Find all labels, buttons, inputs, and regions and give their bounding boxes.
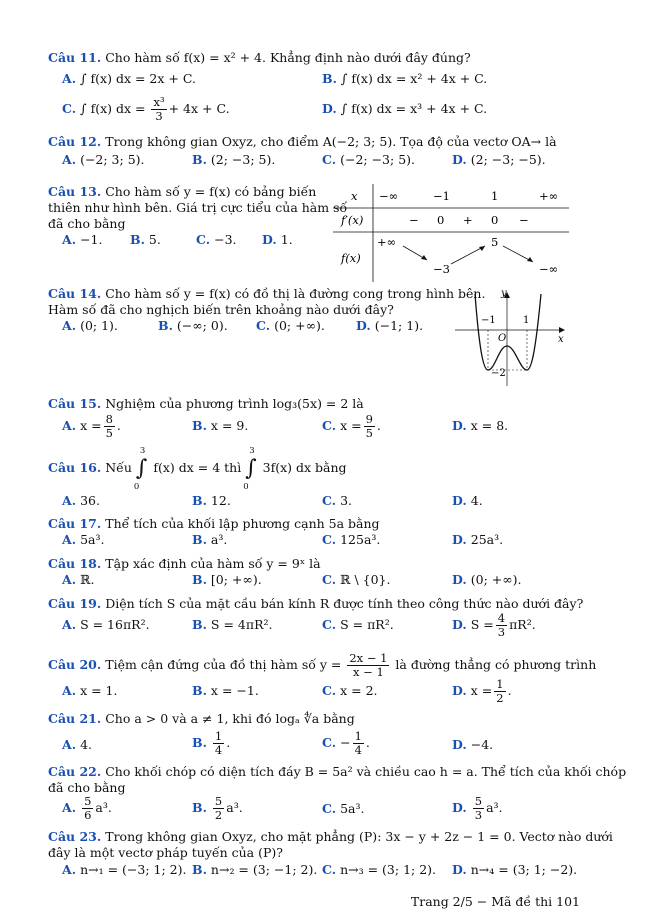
- option-text: a³.: [226, 800, 243, 815]
- option-label: D.: [356, 318, 371, 333]
- option-text: πR².: [509, 617, 536, 632]
- option-label: A.: [62, 862, 77, 877]
- option-b[interactable]: [192, 532, 227, 548]
- option-a[interactable]: [62, 572, 94, 588]
- x-tick-label: −1: [481, 315, 496, 326]
- option-text: ∫ f(x) dx = x² + 4x + C.: [340, 71, 488, 86]
- option-a[interactable]: [62, 683, 117, 699]
- x-axis-arrow: [559, 327, 565, 333]
- option-text: x = 9.: [210, 418, 249, 433]
- fp-sign: 0: [491, 213, 499, 227]
- option-text: x =: [470, 683, 493, 698]
- variation-table: [333, 184, 573, 284]
- question-number: Câu 14.: [48, 286, 102, 301]
- y-tick-label: −2: [491, 368, 506, 379]
- option-label: C.: [322, 801, 337, 816]
- option-label: D.: [452, 617, 467, 632]
- option-label: D.: [452, 683, 467, 698]
- option-text: −4.: [470, 737, 494, 752]
- option-label: A.: [62, 318, 77, 333]
- x-value: +∞: [539, 189, 559, 203]
- question-number: Câu 20.: [48, 657, 102, 672]
- numerator: 4: [497, 611, 506, 625]
- denominator: 3: [497, 625, 506, 639]
- fraction: [473, 795, 484, 822]
- numerator: 2x − 1: [349, 651, 388, 665]
- numerator: 8: [105, 412, 113, 426]
- question-text-line: đã cho bằng: [48, 780, 126, 795]
- fraction: [213, 730, 224, 757]
- question-number: Câu 11.: [48, 50, 102, 65]
- fraction: [213, 795, 224, 822]
- option-text: 1.: [280, 232, 293, 247]
- option-label: A.: [62, 737, 77, 752]
- option-text: ∫ f(x) dx = 2x + C.: [80, 71, 196, 86]
- question-text: Diện tích S của mặt cầu bán kính R được tính theo công thức nào dưới đây?: [105, 596, 584, 611]
- option-c[interactable]: [256, 318, 325, 334]
- option-text: 25a³.: [470, 532, 504, 547]
- question-number: Câu 15.: [48, 396, 102, 411]
- option-label: D.: [452, 418, 467, 433]
- option-label: C.: [62, 101, 77, 116]
- lower-limit: 0: [243, 481, 249, 492]
- fp-sign: 0: [437, 213, 445, 227]
- option-label: B.: [192, 572, 207, 587]
- option-text: .: [507, 683, 512, 698]
- option-d[interactable]: [452, 532, 503, 548]
- question-number: Câu 19.: [48, 596, 102, 611]
- option-c[interactable]: [322, 413, 381, 440]
- option-b[interactable]: [192, 862, 317, 878]
- option-label: B.: [192, 862, 207, 877]
- option-label: D.: [452, 152, 467, 167]
- option-a[interactable]: [62, 413, 121, 440]
- question-text: Cho a > 0 và a ≠ 1, khi đó logₐ ∜a bằng: [105, 711, 355, 726]
- option-text: −: [340, 735, 351, 750]
- page-footer: Trang 2/5 − Mã đề thi 101: [410, 894, 580, 909]
- option-label: D.: [452, 493, 467, 508]
- numerator: x³: [153, 95, 165, 109]
- option-label: A.: [62, 572, 77, 587]
- f-value: 5: [491, 235, 499, 249]
- question-text: Cho khối chóp có diện tích đáy B = 5a² và chiều cao h = a. Thể tích của khối chóp: [105, 764, 627, 779]
- option-text: x =: [340, 418, 362, 433]
- option-text: 5a³.: [340, 801, 365, 816]
- question-number: Câu 17.: [48, 516, 102, 531]
- option-text: + 4x + C.: [168, 101, 230, 116]
- option-text: (0; 1).: [80, 318, 118, 333]
- function-graph: [455, 286, 570, 388]
- option-d[interactable]: [452, 862, 577, 878]
- option-c[interactable]: [322, 572, 390, 588]
- option-text: x = 1.: [80, 683, 118, 698]
- denominator: 3: [155, 109, 163, 123]
- option-label: C.: [256, 318, 271, 333]
- option-text: 36.: [80, 493, 100, 508]
- question-19: [48, 596, 583, 612]
- option-text: −3.: [214, 232, 237, 247]
- option-a[interactable]: [62, 737, 92, 753]
- x-axis-label: x: [558, 334, 564, 345]
- fp-sign: +: [463, 213, 473, 227]
- option-text: S =: [470, 617, 494, 632]
- option-text: .: [365, 735, 370, 750]
- option-text: 5.: [148, 232, 161, 247]
- option-c[interactable]: [322, 152, 415, 168]
- option-c[interactable]: [322, 532, 380, 548]
- option-d[interactable]: [452, 493, 483, 509]
- question-text: Tập xác định của hàm số y = 9ˣ là: [105, 556, 321, 571]
- upper-limit: 3: [139, 445, 146, 456]
- option-label: B.: [192, 683, 207, 698]
- option-b[interactable]: [192, 617, 272, 633]
- option-text: (−∞; 0).: [176, 318, 228, 333]
- numerator: 1: [496, 677, 504, 691]
- question-14: [48, 286, 485, 302]
- upper-limit: 3: [249, 445, 255, 456]
- option-label: C.: [322, 683, 337, 698]
- option-text: [0; +∞).: [210, 572, 262, 587]
- option-text: n→₁ = (−3; 1; 2).: [80, 862, 187, 877]
- denominator: 5: [105, 426, 113, 440]
- numerator: 5: [214, 794, 223, 808]
- option-label: A.: [62, 71, 77, 86]
- option-text: S = 16πR².: [80, 617, 150, 632]
- option-label: C.: [322, 862, 337, 877]
- option-label: A.: [62, 418, 77, 433]
- question-text: Trong không gian Oxyz, cho điểm A(−2; 3; 5). Tọa độ của vectơ OA→ là: [105, 134, 557, 149]
- fraction: [494, 678, 505, 705]
- option-b[interactable]: [192, 795, 243, 822]
- question-number: Câu 12.: [48, 134, 102, 149]
- option-label: A.: [62, 617, 77, 632]
- integral-sign: ∫ 3 0: [243, 445, 257, 492]
- option-b[interactable]: [192, 152, 275, 168]
- option-text: (−2; 3; 5).: [80, 152, 145, 167]
- option-a[interactable]: [62, 493, 100, 509]
- numerator: 5: [84, 794, 92, 808]
- option-c[interactable]: [322, 801, 364, 817]
- question-text: f(x) dx = 4 thì: [153, 460, 242, 475]
- option-a[interactable]: [62, 862, 186, 878]
- question-18: [48, 556, 321, 572]
- option-b[interactable]: [192, 418, 248, 434]
- question-number: Câu 18.: [48, 556, 102, 571]
- fp-sign: −: [409, 213, 419, 227]
- denominator: 3: [474, 808, 483, 822]
- option-text: (0; +∞).: [470, 572, 522, 587]
- option-a[interactable]: [62, 532, 104, 548]
- option-text: (−2; −3; 5).: [340, 152, 415, 167]
- option-label: A.: [62, 683, 77, 698]
- option-c[interactable]: [322, 730, 370, 757]
- denominator: 5: [365, 426, 373, 440]
- option-label: C.: [322, 418, 337, 433]
- option-label: B.: [192, 418, 207, 433]
- option-d[interactable]: [452, 737, 493, 753]
- question-text: là đường thẳng có phương trình: [395, 657, 597, 672]
- denominator: 4: [354, 743, 362, 757]
- option-d[interactable]: [356, 318, 423, 334]
- option-text: 12.: [210, 493, 231, 508]
- fraction: [151, 96, 166, 123]
- option-text: ∫ f(x) dx = x³ + 4x + C.: [340, 101, 488, 116]
- question-17: [48, 516, 380, 532]
- option-label: C.: [322, 572, 337, 587]
- option-label: C.: [322, 152, 337, 167]
- option-d[interactable]: [452, 152, 546, 168]
- option-d[interactable]: [452, 678, 512, 705]
- question-number: Câu 21.: [48, 711, 102, 726]
- option-label: D.: [322, 101, 337, 116]
- question-12: [48, 134, 557, 150]
- option-label: C.: [322, 735, 337, 750]
- option-text: (2; −3; −5).: [470, 152, 546, 167]
- fp-sign: −: [519, 213, 529, 227]
- option-text: 5a³.: [80, 532, 105, 547]
- option-label: B.: [130, 232, 145, 247]
- question-11: [48, 50, 471, 66]
- question-text: Thể tích của khối lập phương cạnh 5a bằng: [105, 516, 380, 531]
- option-text: a³.: [210, 532, 228, 547]
- option-label: D.: [452, 800, 467, 815]
- option-label: B.: [192, 617, 207, 632]
- question-number: Câu 13.: [48, 184, 102, 199]
- option-d[interactable]: [452, 612, 536, 639]
- numerator: 9: [365, 412, 373, 426]
- option-text: x = −1.: [210, 683, 259, 698]
- option-a[interactable]: [62, 617, 150, 633]
- option-label: B.: [192, 800, 207, 815]
- lower-limit: 0: [133, 481, 140, 492]
- option-text: n→₃ = (3; 1; 2).: [340, 862, 437, 877]
- denominator: 2: [214, 808, 223, 822]
- question-text: Tiệm cận đứng của đồ thị hàm số y =: [105, 657, 342, 672]
- option-a[interactable]: [62, 318, 118, 334]
- option-text: a³.: [486, 800, 503, 815]
- option-c[interactable]: [322, 862, 436, 878]
- option-text: (2; −3; 5).: [210, 152, 276, 167]
- option-text: .: [226, 735, 231, 750]
- option-text: ℝ.: [80, 572, 95, 587]
- question-15: [48, 396, 364, 412]
- option-label: D.: [452, 572, 467, 587]
- denominator: 2: [496, 691, 504, 705]
- fraction: [496, 612, 507, 639]
- option-label: D.: [262, 232, 277, 247]
- y-axis-label: y: [501, 288, 507, 299]
- option-text: .: [116, 418, 121, 433]
- denominator: 4: [214, 743, 223, 757]
- option-label: B.: [192, 735, 207, 750]
- option-d[interactable]: [452, 572, 522, 588]
- option-d[interactable]: [262, 232, 293, 248]
- x-tick-label: 1: [523, 315, 530, 326]
- question-number: Câu 22.: [48, 764, 102, 779]
- option-label: A.: [62, 493, 77, 508]
- question-20: [48, 652, 596, 679]
- x-value: −1: [433, 189, 450, 203]
- question-text: Cho hàm số y = f(x) có đồ thị là đường cong trong hình bên.: [105, 286, 486, 301]
- origin-label: O: [498, 333, 507, 344]
- arrow-up: [451, 246, 485, 264]
- option-label: A.: [62, 232, 77, 247]
- option-text: n→₄ = (3; 1; −2).: [470, 862, 578, 877]
- numerator: 5: [474, 794, 483, 808]
- question-text-line: đây là một vectơ pháp tuyến của (P)?: [48, 845, 283, 860]
- question-text: Nếu: [105, 460, 132, 475]
- option-label: B.: [158, 318, 173, 333]
- option-b[interactable]: [192, 493, 231, 509]
- x-value: 1: [491, 189, 499, 203]
- question-21: [48, 711, 355, 727]
- option-b[interactable]: [130, 232, 161, 248]
- option-text: 4.: [80, 737, 92, 752]
- question-text: Nghiệm của phương trình log₃(5x) = 2 là: [105, 396, 364, 411]
- question-23: [48, 829, 613, 845]
- option-text: x = 8.: [470, 418, 509, 433]
- option-label: C.: [322, 532, 337, 547]
- function-curve: [475, 294, 541, 370]
- option-d[interactable]: [452, 795, 503, 822]
- question-text-line: Hàm số đã cho nghịch biến trên khoảng nào dưới đây?: [48, 302, 394, 317]
- option-text: n→₂ = (3; −1; 2).: [210, 862, 318, 877]
- option-a[interactable]: [62, 152, 145, 168]
- fp-label: f′(x): [341, 213, 364, 227]
- question-text: 3f(x) dx bằng: [262, 460, 347, 475]
- fraction: [104, 413, 115, 440]
- option-c[interactable]: [322, 493, 352, 509]
- option-d[interactable]: [452, 418, 508, 434]
- option-label: B.: [192, 152, 207, 167]
- option-text: ∫ f(x) dx =: [80, 101, 146, 116]
- question-number: Câu 16.: [48, 460, 102, 475]
- option-a[interactable]: [62, 232, 102, 248]
- arrowhead: [421, 255, 427, 260]
- numerator: 1: [354, 729, 362, 743]
- option-b[interactable]: [158, 318, 228, 334]
- fraction: [82, 795, 93, 822]
- option-c[interactable]: [322, 617, 394, 633]
- numerator: 1: [214, 729, 223, 743]
- option-label: B.: [192, 493, 207, 508]
- option-text: ℝ \ {0}.: [340, 572, 391, 587]
- option-text: (−1; 1).: [374, 318, 424, 333]
- option-text: 4.: [470, 493, 483, 508]
- option-c[interactable]: [196, 232, 237, 248]
- fraction: [353, 730, 364, 757]
- question-text-line: đã cho bằng: [48, 216, 126, 231]
- option-text: .: [376, 418, 381, 433]
- f-value: +∞: [377, 235, 397, 249]
- option-label: A.: [62, 532, 77, 547]
- option-text: x =: [80, 418, 102, 433]
- integral-sign: ∫ 3 0: [133, 445, 148, 492]
- x-label: x: [351, 189, 358, 203]
- f-label: f(x): [341, 251, 361, 265]
- option-b[interactable]: [192, 572, 262, 588]
- question-22: [48, 764, 626, 780]
- option-b[interactable]: [192, 730, 230, 757]
- option-b[interactable]: [192, 683, 259, 699]
- question-text: Trong không gian Oxyz, cho mặt phẳng (P): 3x − y + 2z − 1 = 0. Vectơ nào dưới: [105, 829, 613, 844]
- option-text: x = 2.: [340, 683, 378, 698]
- option-label: C.: [322, 493, 337, 508]
- question-13: [48, 184, 316, 200]
- option-label: D.: [452, 737, 467, 752]
- x-value: −∞: [379, 189, 399, 203]
- f-value: −3: [433, 262, 450, 276]
- option-c[interactable]: [322, 683, 378, 699]
- option-text: a³.: [95, 800, 112, 815]
- option-text: 3.: [340, 493, 353, 508]
- option-label: A.: [62, 800, 77, 815]
- option-text: 125a³.: [340, 532, 381, 547]
- fraction: [364, 413, 375, 440]
- option-label: C.: [322, 617, 337, 632]
- denominator: 6: [84, 808, 92, 822]
- option-text: S = πR².: [340, 617, 394, 632]
- question-text: Cho hàm số f(x) = x² + 4. Khẳng định nào dưới đây đúng?: [105, 50, 471, 65]
- option-a[interactable]: [62, 71, 196, 87]
- option-d[interactable]: [322, 101, 487, 117]
- question-text: Cho hàm số y = f(x) có bảng biến: [105, 184, 317, 199]
- question-text-line: thiên như hình bên. Giá trị cực tiểu của hàm số: [48, 200, 348, 215]
- option-label: D.: [452, 862, 467, 877]
- option-label: A.: [62, 152, 77, 167]
- option-label: B.: [192, 532, 207, 547]
- option-text: S = 4πR².: [210, 617, 273, 632]
- option-text: (0; +∞).: [274, 318, 325, 333]
- f-value: −∞: [539, 262, 559, 276]
- option-b[interactable]: [322, 71, 487, 87]
- option-label: D.: [452, 532, 467, 547]
- option-label: B.: [322, 71, 337, 86]
- question-16: [48, 445, 347, 492]
- option-label: C.: [196, 232, 211, 247]
- question-number: Câu 23.: [48, 829, 102, 844]
- option-text: −1.: [80, 232, 103, 247]
- fraction: [347, 652, 389, 679]
- option-c[interactable]: [62, 96, 230, 123]
- denominator: x − 1: [353, 665, 384, 679]
- option-a[interactable]: [62, 795, 112, 822]
